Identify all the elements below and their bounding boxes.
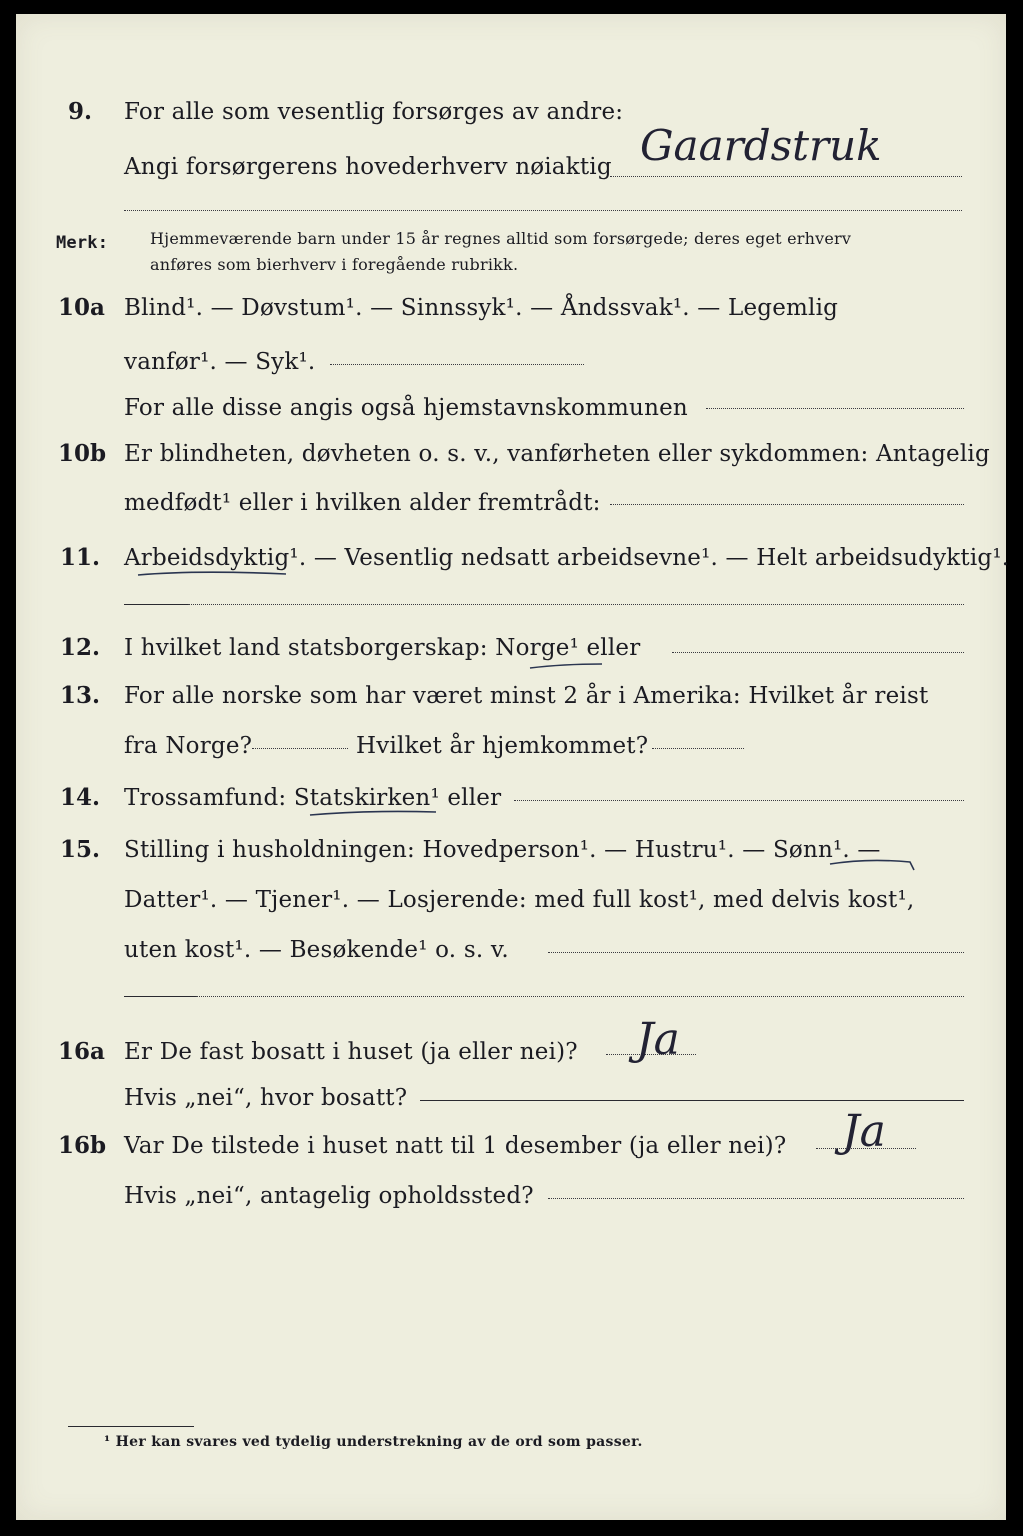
q13-line1: For alle norske som har været minst 2 år i Amerika: Hvilket år reist [124,683,929,709]
q15-extra-line [196,996,964,997]
merk-note-line1: Hjemmeværende barn under 15 år regnes alltid som forsørgede; deres eget erhverv [150,229,852,248]
q12-answer-line [672,652,964,653]
merk-label: Merk: [56,233,109,253]
q16b-line2: Hvis „nei“, antagelig opholdssted? [124,1183,534,1209]
q13-number: 13. [60,682,101,709]
footnote-text: ¹ Her kan svares ved tydelig understrekning av de ord som passer. [104,1434,643,1450]
q11-answer-line [188,604,964,605]
q15-line1: Stilling i husholdningen: Hovedperson¹. — Hustru¹. — Sønn¹. — [124,837,881,863]
q16b-handwritten-answer: Ja [842,1106,886,1157]
q13-line2-part2: Hvilket år hjemkommet? [356,733,649,759]
q10a-line2: vanfør¹. — Syk¹. [124,349,316,375]
q16a-bosatt-line [420,1100,964,1101]
q16b-opholdssted-line [548,1198,964,1199]
q15-line2: Datter¹. — Tjener¹. — Losjerende: med full kost¹, med delvis kost¹, [124,887,915,913]
q9-question-line2: Angi forsørgerens hovederhverv nøiaktig [124,154,612,180]
q10a-syk-line [330,364,584,365]
q11-handwritten-underline [136,566,296,580]
q11-line1: Arbeidsdyktig¹. — Vesentlig nedsatt arbeidsevne¹. — Helt arbeidsudyktig¹. [124,545,1010,571]
q11-number: 11. [60,544,101,571]
q12-number: 12. [60,634,101,661]
q10a-number: 10a [58,294,105,321]
q15-number: 15. [60,836,101,863]
merk-note-line2: anføres som bierhverv i foregående rubrikk. [150,255,519,274]
q9-answer-line [610,176,962,177]
q11-short-rule [124,604,188,605]
q10a-line1: Blind¹. — Døvstum¹. — Sinnssyk¹. — Åndssvak¹. — Legemlig [124,295,839,321]
q13-reist-line [252,748,348,749]
q10b-answer-line [610,504,964,505]
q12-handwritten-underline [528,658,608,672]
q9-extra-line [124,210,962,211]
q15-short-rule [124,996,196,997]
q16a-number: 16a [58,1038,105,1065]
q14-line1: Trossamfund: Statskirken¹ eller [124,785,502,811]
q16b-line1: Var De tilstede i huset natt til 1 desember (ja eller nei)? [124,1133,787,1159]
q13-hjemkommet-line [652,748,744,749]
q9-handwritten-answer: Gaardstruk [640,121,882,170]
q12-line1: I hvilket land statsborgerskap: Norge¹ eller [124,635,641,661]
q16a-line1: Er De fast bosatt i huset (ja eller nei)? [124,1039,578,1065]
q10b-line1: Er blindheten, døvheten o. s. v., vanførheten eller sykdommen: Antagelig [124,441,990,467]
q13-line2-part1: fra Norge? [124,733,253,759]
q10b-line2: medfødt¹ eller i hvilken alder fremtrådt: [124,490,601,516]
q15-answer-line [548,952,964,953]
q16b-number: 16b [58,1132,107,1159]
q15-handwritten-underline [828,852,918,874]
q16a-handwritten-answer: Ja [636,1014,680,1065]
q15-line3: uten kost¹. — Besøkende¹ o. s. v. [124,937,509,963]
q14-answer-line [514,800,964,801]
q10b-number: 10b [58,440,107,467]
q16a-line2: Hvis „nei“, hvor bosatt? [124,1085,408,1111]
q14-handwritten-underline [308,806,448,820]
census-form-page [16,14,1010,1520]
q14-number: 14. [60,784,101,811]
q9-question-line1: For alle som vesentlig forsørges av andre: [124,99,624,125]
q10a-hjemstavn-line [706,408,964,409]
footnote-rule [68,1426,194,1427]
q9-number: 9. [68,98,93,125]
q10a-line3: For alle disse angis også hjemstavnskommunen [124,395,688,421]
